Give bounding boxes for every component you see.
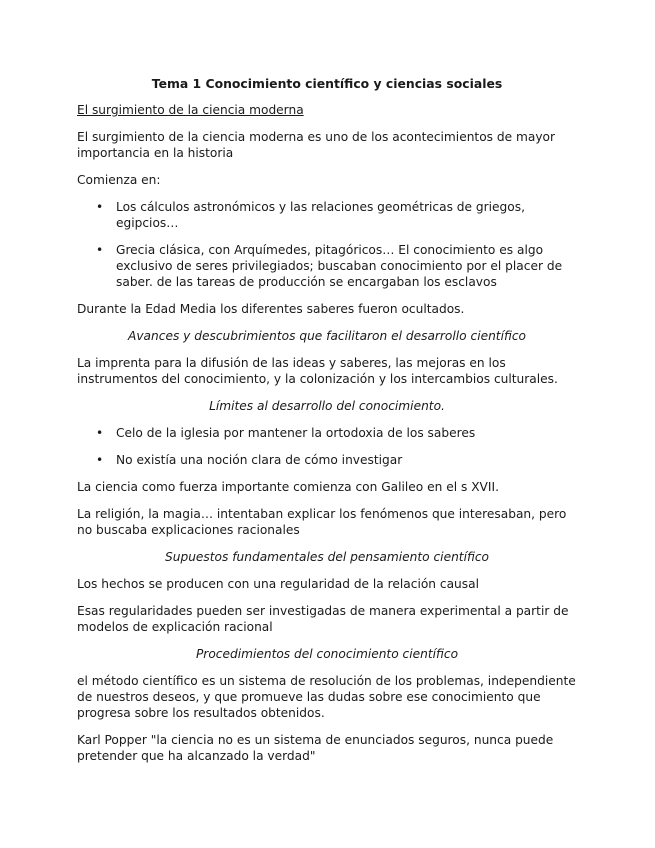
heading-supuestos: Supuestos fundamentales del pensamiento científico (165, 550, 489, 564)
list-limits (77, 425, 577, 468)
section-subtitle: El surgimiento de la ciencia moderna (77, 103, 304, 117)
heading-limites: Límites al desarrollo del conocimiento. (209, 399, 445, 413)
paragraph-edad-media: Durante la Edad Media los diferentes saberes fueron ocultados. (77, 302, 465, 316)
paragraph-imprenta: La imprenta para la difusión de las ideas y saberes, las mejoras en los instrumentos del conocimiento, y la colonización y los intercambios culturales. (77, 356, 558, 386)
paragraph-popper: Karl Popper "la ciencia no es un sistema de enunciados seguros, nunca puede pretender que ha alcanzado la verdad" (77, 733, 554, 763)
bullet-icon: • (96, 200, 104, 214)
list-origins (77, 199, 577, 290)
paragraph-religion: La religión, la magia… intentaban explicar los fenómenos que interesaban, pero no buscaba explicaciones racionales (77, 507, 567, 537)
paragraph-hechos: Los hechos se producen con una regularidad de la relación causal (77, 577, 479, 591)
list-item (77, 425, 577, 441)
list-item-text: Grecia clásica, con Arquímedes, pitagóricos… El conocimiento es algo exclusivo de seres privilegiados; buscaban conocimiento por el placer de saber. de las tareas de producción se encargaban los esclavos (116, 243, 563, 289)
list-item-text: No existía una noción clara de cómo investigar (116, 453, 403, 467)
paragraph-galileo: La ciencia como fuerza importante comienza con Galileo en el s XVII. (77, 480, 499, 494)
list-item (77, 242, 577, 290)
bullet-icon: • (96, 453, 104, 467)
heading-avances: Avances y descubrimientos que facilitaron el desarrollo científico (128, 329, 526, 343)
bullet-icon: • (96, 243, 104, 257)
list-item (77, 452, 577, 468)
list-item-text: Celo de la iglesia por mantener la ortodoxia de los saberes (116, 426, 476, 440)
bullet-icon: • (96, 426, 104, 440)
list-item-text: Los cálculos astronómicos y las relaciones geométricas de griegos, egipcios… (116, 200, 525, 230)
heading-procedimientos: Procedimientos del conocimiento científico (195, 647, 459, 661)
paragraph-intro: El surgimiento de la ciencia moderna es uno de los acontecimientos de mayor importancia en la historia (77, 130, 556, 160)
document-title: Tema 1 Conocimiento científico y ciencias sociales (151, 76, 503, 91)
paragraph-regularidades: Esas regularidades pueden ser investigadas de manera experimental a partir de modelos de explicación racional (77, 604, 569, 634)
paragraph-comienza: Comienza en: (77, 173, 161, 187)
paragraph-metodo: el método científico es un sistema de resolución de los problemas, independiente de nuestros deseos, y que promueve las dudas sobre ese conocimiento que progresa sobre los resultados obtenidos. (77, 674, 576, 720)
document-page (77, 76, 577, 764)
list-item (77, 199, 577, 231)
